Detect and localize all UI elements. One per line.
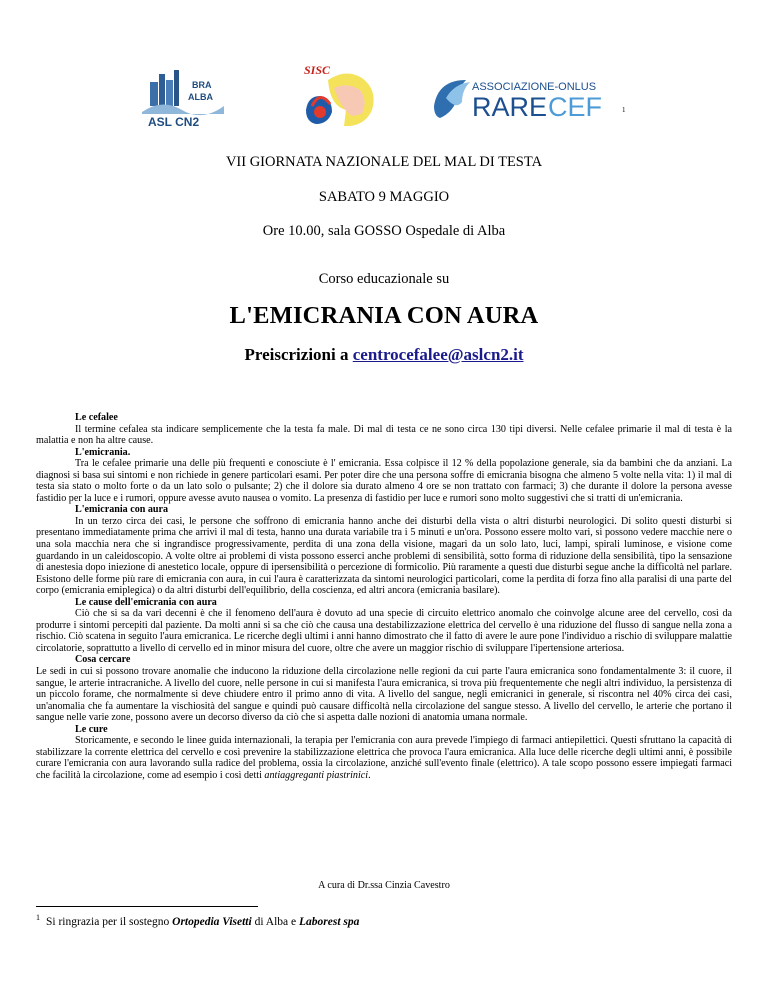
footnote-sponsor-2: Laborest spa <box>298 915 360 928</box>
header-line-4: Corso educazionale su <box>318 271 450 287</box>
preregistration-label: Preiscrizioni a <box>244 345 353 364</box>
section-heading-emicrania: L'emicrania. <box>75 446 131 458</box>
footnote-mark: 1 <box>36 913 40 922</box>
section-heading-cefalee: Le cefalee <box>75 412 118 423</box>
footnote-divider <box>36 906 258 907</box>
section-text-cure <box>36 735 732 781</box>
footnote-sponsor-1: Ortopedia Visetti <box>172 915 252 928</box>
preregistration-email-link[interactable]: centrocefalee@aslcn2.it <box>352 345 524 364</box>
section-text-emicrania-con-aura: In un terzo circa dei casi, le persone che soffrono di emicrania hanno anche dei disturbi della vista o altri disturbi neurologici. Di solito questi disturbi si presentano immediatamente prima che arrivi il mal di testa, hanno una durata variabile tra i 5 minuti e un'ora. Possono essere molto vari, si possono vedere macchie nere o una sola macchia nera che si ingrandisce progressivamente, perdita di una zona della visione, magari da un solo lato, luci, lampi, spirali luminose, e visione come guardando in un caleidoscopio. A volte oltre ai problemi di vista possono esserci anche problemi di sensibilità, sotto forma di riduzione della sensibilità, tipo la sensazione di anestesia dopo iniezione di anestetico locale, oppure di ipersensibilità o percezione di formicolio. Più raramente a questi due disturbi segue anche la difficoltà nel parlare. Esistono delle forme più rare di emicrania con aura, in cui l'aura è caratterizzata da sintomi neurologici particolari, come la perdita di forza fino alla paralisi di una parte del corpo (emicrania emiplegica) o da altri disturbi dell'equilibrio, della coscienza, ed altri ancora (emicrania basilare). <box>36 515 732 597</box>
footnote-mid: di Alba e <box>251 915 299 928</box>
preregistration-line <box>0 345 768 365</box>
rarecef-footnote-mark: 1 <box>622 106 626 114</box>
page-title: L'EMICRANIA CON AURA <box>229 302 539 329</box>
logo-bar <box>0 60 768 130</box>
asl-line2: ALBA <box>188 92 213 102</box>
sisc-label: SISC <box>304 63 331 77</box>
asl-line1: BRA <box>192 80 212 90</box>
section-text-cure-main: Storicamente, e secondo le linee guida internazionali, la terapia per l'emicrania con aura prevede l'impiego di farmaci antiepilettici. Questi sfruttano la capacità di stabilizzare la corrente elettrica del cervello e così prevenire la stabilizzazione elettrica che provoca l'aura emicranica. Alla luce delle ricerche degli ultimi anni, è possibile curare l'emicrania con aura lavorando sulla radice del problema, ossia la circolazione, anziché sull'evento finale (elettrico). A tale scopo possono essere impiegati farmaci che facilità la circolazione, come ad esempio i così detti <box>36 735 732 781</box>
header-line-3: Ore 10.00, sala GOSSO Ospedale di Alba <box>262 223 506 239</box>
sisc-logo <box>298 60 384 128</box>
section-text-emicrania: Tra le cefalee primarie una delle più frequenti e conosciute è l' emicrania. Essa colpisce il 12 % della popolazione generale, sia da bambini che da anziani. La diagnosi si basa sui sintomi e non richiede in genere particolari esami. Per poter dire che una persona soffre di emicrania bisogna che almeno 5 volte nella vita: 1) il mal di testa sia stato o molto forte o da un lato solo o pulsante; 2) che il dolore sia durato almeno 4 ore se non trattato con farmaci; 3) che durante il dolore la persona avesse fastidio per la luce e i rumori, oppure avesse avuto nausea o vomito. La presenza di fastidio per luce e rumori sono molto suggestivi che si tratti di un'emicrania. <box>36 458 732 504</box>
section-text-cefalee: Il termine cefalea sta indicare semplicemente che la testa fa male. Di mal di testa ce ne sono circa 130 tipi diversi. Nelle cefalee primarie il mal di testa è la malattia e non ha altre cause. <box>36 423 732 447</box>
section-text-cure-italic: antiaggreganti piastrinici <box>264 769 369 781</box>
asl-cn2-logo <box>142 68 224 130</box>
rarecef-main-b: CEF <box>548 92 602 120</box>
section-text-cure-end: . <box>368 769 371 781</box>
section-heading-cure: Le cure <box>75 723 108 735</box>
footnote-pre: Si ringrazia per il sostegno <box>46 915 173 928</box>
asl-line3: ASL CN2 <box>148 115 200 129</box>
section-heading-emicrania-con-aura: L'emicrania con aura <box>75 504 169 516</box>
footnote <box>36 913 359 928</box>
header-line-2: SABATO 9 MAGGIO <box>318 189 450 205</box>
section-heading-cosa-cercare: Cosa cercare <box>75 654 131 666</box>
signature: A cura di Dr.ssa Cinzia Cavestro <box>318 880 450 891</box>
section-heading-cause: Le cause dell'emicrania con aura <box>75 596 217 608</box>
rarecef-main-a: RARE <box>472 92 548 120</box>
section-text-cause: Ciò che si sa da vari decenni è che il fenomeno dell'aura è dovuto ad una specie di circuito elettrico anomalo che coinvolge alcune aree del cervello, così da produrre i sintomi percepiti dal paziente. Da molti anni si sa che ciò che causa una destabilizzazione elettrica del cervello è una riduzione del flusso di sangue nella zona a rischio. Ciò scatena in seguito l'aura emicranica. Le ricerche degli ultimi i anni hanno dimostrato che il fatto di avere le aure pone l'individuo a rischio di sviluppare malattie circolatorie, soprattutto a livello di cervello ed in minor misura del cuore, oltre che avere un maggior rischio di sviluppare l'ipertensione arteriosa. <box>36 608 732 654</box>
header-line-1: VII GIORNATA NAZIONALE DEL MAL DI TESTA <box>225 154 543 170</box>
rarecef-logo <box>432 76 632 120</box>
body-text <box>36 412 732 782</box>
section-text-cosa-cercare: Le sedi in cui si possono trovare anomalie che inducono la riduzione della circolazione nelle regioni da cui parte l'aura emicranica sono fondamentalmente 3: il cuore, il sangue, le arterie intracraniche. A livello del cuore, nelle persone in cui si manifesta l'aura emicranica, si trova più frequentemente che negli altri individuo, la persistenza di un piccolo forame, che normalmente si deve chiudere entro il primo anno di vita. A livello del sangue, negli emicranici in generale, si riscontra nel 40% circa dei casi, un'anomalia che fa aumentare la vischiosità del sangue e quindi può causare difficoltà nella circolazione del sangue stesso. A livello del cervello, le arterie che portano il sangue nelle varie zone, possono avere un decorso diverso da ciò che si aspetta dalle nozioni di anatomia umana normale. <box>36 666 732 724</box>
rarecef-top: ASSOCIAZIONE-ONLUS <box>472 81 597 93</box>
